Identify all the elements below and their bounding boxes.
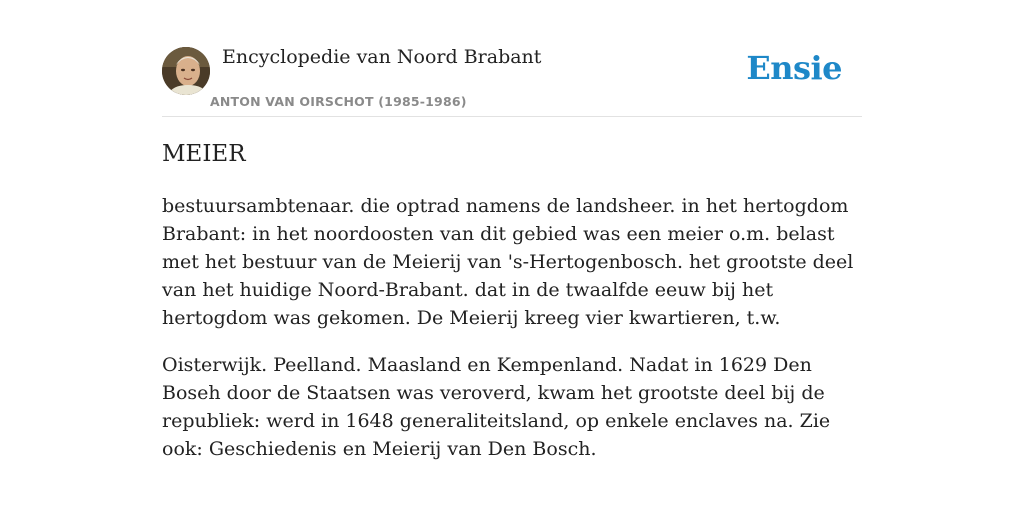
source-title[interactable]: Encyclopedie van Noord Brabant <box>222 46 542 68</box>
page <box>162 0 862 460</box>
entry-title: MEIER <box>162 141 246 167</box>
brand-logo[interactable]: Ensie <box>746 49 842 87</box>
entry-paragraph: bestuursambtenaar. die optrad namens de landsheer. in het hertogdom Brabant: in het noordoosten van dit gebied was een meier o.m. belast met het bestuur van de Meierij van 's-Hertogenbosch. het grootste deel van het huidige Noord-Brabant. dat in de twaalfde eeuw bij het hertogdom was gekomen. De Meierij kreeg vier kwartieren, t.w. <box>162 195 854 329</box>
entry-paragraph: Oisterwijk. Peelland. Maasland en Kempenland. Nadat in 1629 Den Boseh door de Staatsen was veroverd, kwam het grootste deel bij de republiek: werd in 1648 generaliteitsland, op enkele enclaves na. Zie ook: Geschiedenis en Meierij van Den Bosch. <box>162 354 831 460</box>
author-name[interactable]: ANTON VAN OIRSCHOT (1985-1986) <box>210 94 467 109</box>
author-portrait-icon <box>162 47 210 95</box>
header <box>162 0 862 117</box>
author-avatar[interactable] <box>162 47 210 95</box>
